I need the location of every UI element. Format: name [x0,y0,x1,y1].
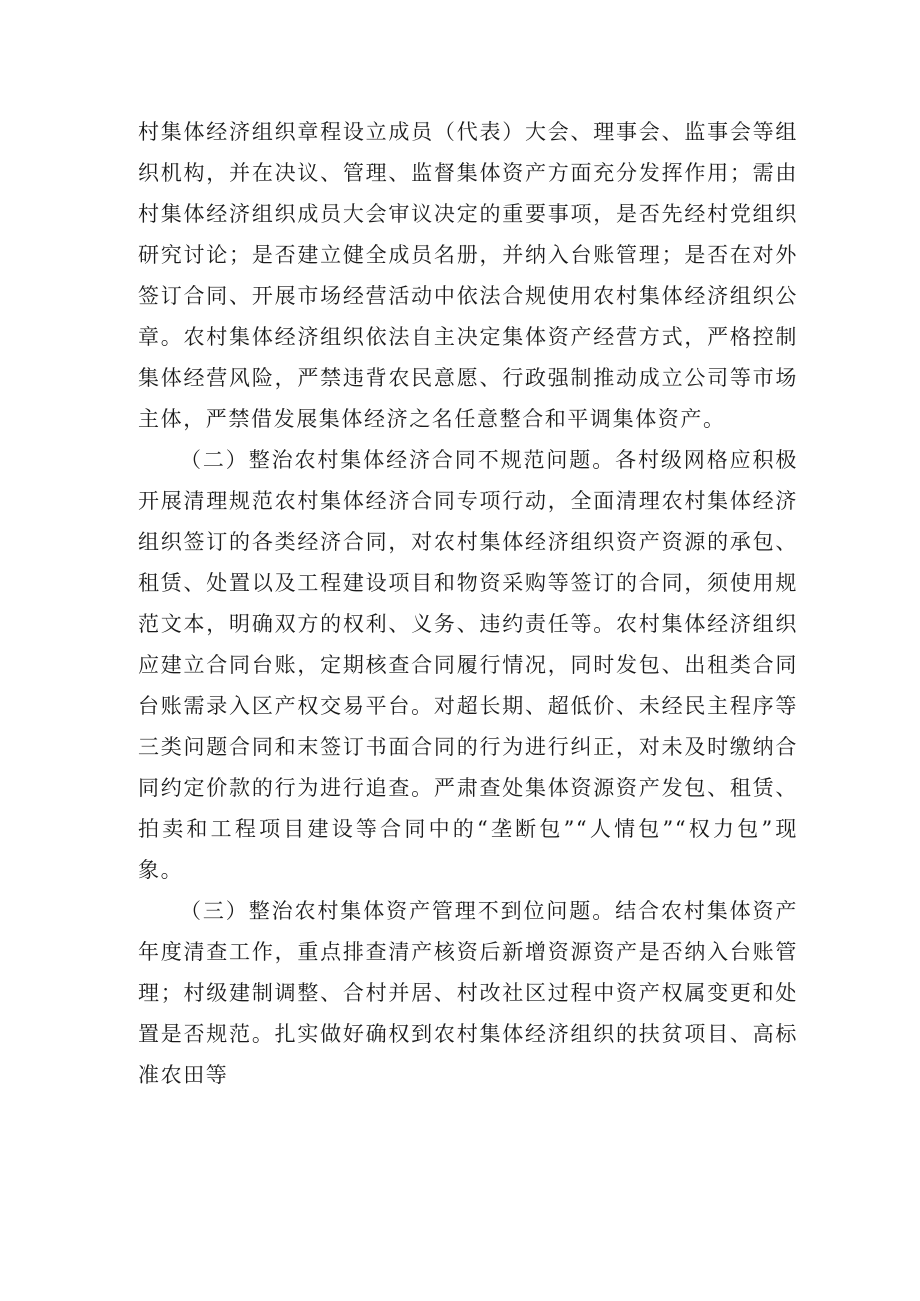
paragraph-1: 村集体经济组织章程设立成员（代表）大会、理事会、监事会等组织机构，并在决议、管理、监督集体资产方面充分发挥作用；需由村集体经济组织成员大会审议决定的重要事项，是否先经村党组织研究讨论；是否建立健全成员名册，并纳入台账管理；是否在对外签订合同、开展市场经营活动中依法合规使用农村集体经济组织公章。农村集体经济组织依法自主决定集体资产经营方式，严格控制集体经营风险，严禁违背农民意愿、行政强制推动成立公司等市场主体，严禁借发展集体经济之名任意整合和平调集体资产。 [138,120,798,431]
document-body [138,112,798,1096]
paragraph-3: （三）整治农村集体资产管理不到位问题。结合农村集体资产年度清查工作，重点排查清产核资后新增资源资产是否纳入台账管理；村级建制调整、合村并居、村改社区过程中资产权属变更和处置是否规范。扎实做好确权到农村集体经济组织的扶贫项目、高标准农田等 [138,899,798,1087]
paragraph-2: （二）整治农村集体经济合同不规范问题。各村级网格应积极开展清理规范农村集体经济合同专项行动，全面清理农村集体经济组织签订的各类经济合同，对农村集体经济组织资产资源的承包、租赁、处置以及工程建设项目和物资采购等签订的合同，须使用规范文本，明确双方的权利、义务、违约责任等。农村集体经济组织应建立合同台账，定期核查合同履行情况，同时发包、出租类合同台账需录入区产权交易平台。对超长期、超低价、未经民主程序等三类问题合同和末签订书面合同的行为进行纠正，对未及时缴纳合同约定价款的行为进行追查。严肃查处集体资源资产发包、租赁、拍卖和工程项目建设等合同中的“垄断包”“人情包”“权力包”现象。 [138,448,798,882]
